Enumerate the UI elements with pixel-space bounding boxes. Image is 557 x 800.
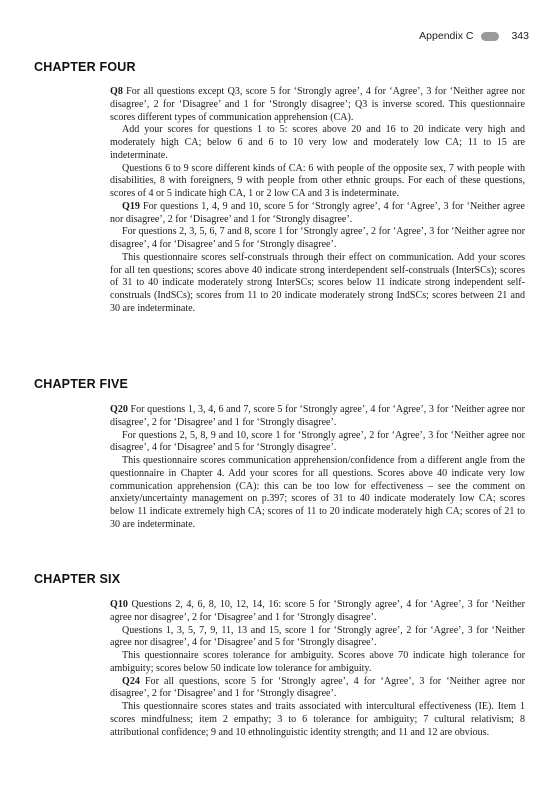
paragraph: For questions 2, 5, 8, 9 and 10, score 1 for ‘Strongly agree’, 2 for ‘Agree’, 3 for ‘Neither agree nor disagree’, 4 for ‘Disagree’ and 5 for ‘Strongly disagree’. [110, 429, 525, 454]
chapter-six-body [110, 599, 525, 739]
paragraph: Questions 1, 3, 5, 7, 9, 11, 13 and 15, score 1 for ‘Strongly agree’, 2 for ‘Agree’, 3 for ‘Neither agree nor disagree’, 4 for ‘Disagree’ and 5 for ‘Strongly disagree’. [110, 624, 525, 649]
question-label: Q24 [122, 675, 140, 687]
paragraph: Q8 For all questions except Q3, score 5 for ‘Strongly agree’, 4 for ‘Agree’, 3 for ‘Neither agree nor disagree’, 2 for ‘Disagree’ and 1 for ‘Strongly disagree’; Q3 is inverse scored. This questionnaire scores different types of communication apprehension (CA). [110, 86, 525, 123]
paragraph: Q19 For questions 1, 4, 9 and 10, score 5 for ‘Strongly agree’, 4 for ‘Agree’, 3 for ‘Neither agree nor disagree’, 2 for ‘Disagree’ and 1 for ‘Strongly disagree’. [110, 200, 525, 225]
question-label: Q10 [110, 599, 128, 610]
chapter-six-heading: CHAPTER SIX [34, 572, 121, 586]
question-label: Q8 [110, 86, 123, 97]
paragraph: This questionnaire scores tolerance for ambiguity. Scores above 70 indicate high tolerance for ambiguity; scores below 50 indicate low tolerance for ambiguity. [110, 650, 525, 674]
running-title: Appendix C [419, 30, 474, 42]
paragraph: Questions 6 to 9 score different kinds of CA: 6 with people of the opposite sex, 7 with people with disabilities, 8 with foreigners, 9 with people from other ethnic groups. For each of these questions, scores of 4 or 5 indicate high CA, 1 or 2 low CA and 3 is indeterminate. [110, 162, 525, 199]
paragraph: This questionnaire scores self-construals through their effect on communication. Add your scores for all ten questions; scores above 40 indicate strong interdependent self-construals (InterSCs); scores of 31 to 40 indicate moderately strong InterSCs; scores below 11 indicate strong independent self-construals (IndSCs); scores from 11 to 20 indicate moderately strong IndSCs; scores between 21 and 30 are indeterminate. [110, 251, 525, 314]
paragraph: Add your scores for questions 1 to 5: scores above 20 and 16 to 20 indicate very high and moderately high CA; below 6 and 6 to 10 very low and moderately low CA; 11 to 15 are indeterminate. [110, 124, 525, 161]
paragraph: This questionnaire scores communication apprehension/confidence from a different angle from the questionnaire in Chapter 4. Add your scores for all questions. Scores above 40 indicate very low communication apprehension (CA): this can be too low for effectiveness – see the comment on anxiety/uncertainty management on p.397; scores of 31 to 40 indicate moderately low CA; scores below 11 indicate extremely high CA; scores of 11 to 20 indicate moderately high CA; scores of 21 to 30 are indeterminate. [110, 455, 525, 530]
chapter-five-heading: CHAPTER FIVE [34, 377, 129, 391]
chapter-four-body [110, 86, 525, 316]
page-tab-marker [481, 32, 499, 41]
paragraph: For questions 2, 3, 5, 6, 7 and 8, score 1 for ‘Strongly agree’, 2 for ‘Agree’, 3 for ‘Neither agree nor disagree’, 4 for ‘Disagree’ and 5 for ‘Strongly disagree’. [110, 226, 525, 250]
paragraph: Q20 For questions 1, 3, 4, 6 and 7, score 5 for ‘Strongly agree’, 4 for ‘Agree’, 3 for ‘Neither agree nor disagree’, 2 for ‘Disagree’ and 1 for ‘Strongly disagree’. [110, 404, 525, 428]
paragraph: Q10 Questions 2, 4, 6, 8, 10, 12, 14, 16: score 5 for ‘Strongly agree’, 4 for ‘Agree’, 3 for ‘Neither agree nor disagree’, 2 for ‘Disagree’ and 1 for ‘Strongly disagree’. [110, 599, 525, 623]
chapter-four-heading: CHAPTER FOUR [34, 60, 136, 74]
question-label: Q20 [110, 404, 128, 415]
question-label: Q19 [122, 200, 140, 212]
running-head [419, 29, 529, 43]
paragraph: This questionnaire scores states and traits associated with intercultural effectiveness (IE). Item 1 scores mindfulness; item 2 empathy; 3 to 6 tolerance for ambiguity; 7 cultural relativism; 8 attributional confidence; 9 and 10 ethnolinguistic identity strength; and 11 and 12 are obvious. [110, 701, 525, 738]
chapter-five-body [110, 404, 525, 532]
page-number: 343 [511, 30, 529, 42]
paragraph: Q24 For all questions, score 5 for ‘Strongly agree’, 4 for ‘Agree’, 3 for ‘Neither agree nor disagree’, 2 for ‘Disagree’ and 1 for ‘Strongly disagree’. [110, 675, 525, 700]
